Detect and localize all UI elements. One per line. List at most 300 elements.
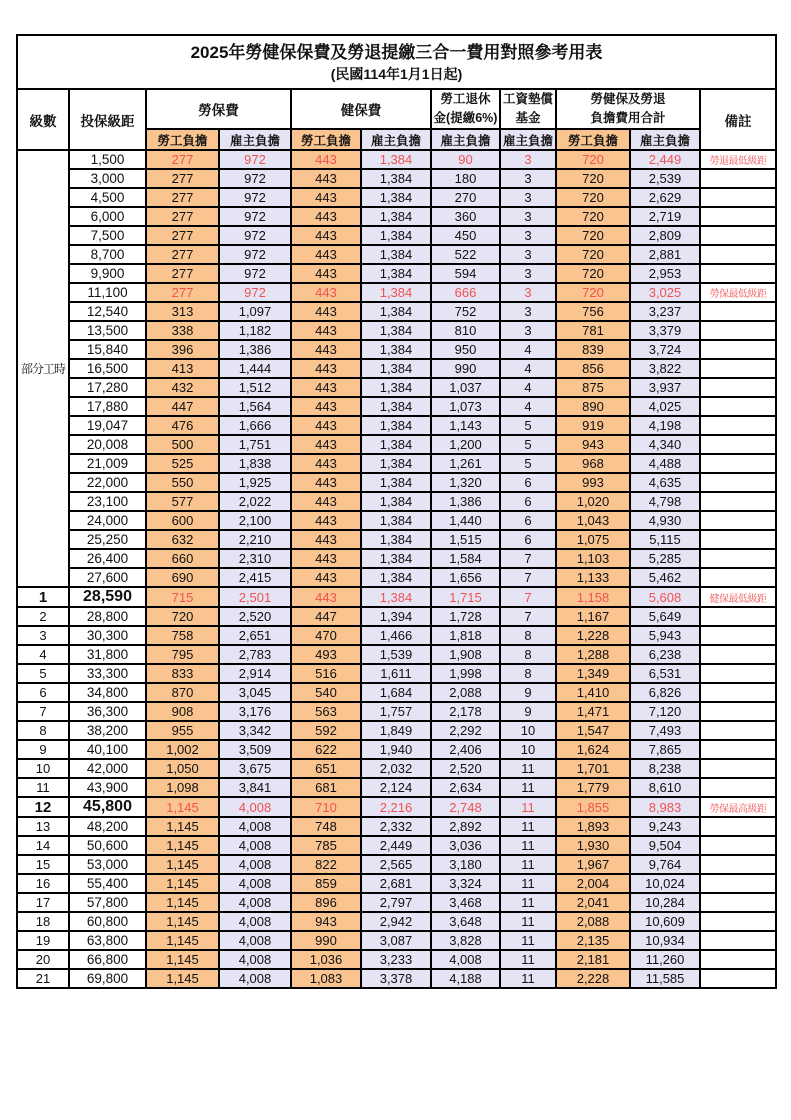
health-employer-cell: 1,384 — [361, 169, 431, 188]
pension-employer-cell: 990 — [431, 359, 500, 378]
labor-worker-cell: 715 — [146, 587, 219, 607]
remark-cell — [700, 664, 776, 683]
table-row — [17, 226, 776, 245]
total-employer-cell: 2,809 — [630, 226, 700, 245]
pension-employer-cell: 1,143 — [431, 416, 500, 435]
labor-employer-cell: 2,022 — [219, 492, 291, 511]
health-employer-cell: 2,797 — [361, 893, 431, 912]
total-employer-cell: 6,238 — [630, 645, 700, 664]
table-row — [17, 817, 776, 836]
pension-employer-cell: 752 — [431, 302, 500, 321]
total-employer-cell: 2,629 — [630, 188, 700, 207]
pension-employer-cell: 2,178 — [431, 702, 500, 721]
total-employer-cell: 9,243 — [630, 817, 700, 836]
table-row — [17, 207, 776, 226]
bracket-cell: 1,500 — [69, 150, 146, 169]
remark-cell — [700, 893, 776, 912]
labor-worker-cell: 955 — [146, 721, 219, 740]
wage-fund-employer-cell: 3 — [500, 302, 556, 321]
labor-employer-cell: 2,783 — [219, 645, 291, 664]
labor-employer-cell: 972 — [219, 283, 291, 302]
health-worker-cell: 443 — [291, 169, 361, 188]
pension-employer-cell: 3,468 — [431, 893, 500, 912]
wage-fund-employer-cell: 6 — [500, 530, 556, 549]
wage-fund-employer-cell: 9 — [500, 702, 556, 721]
table-row — [17, 150, 776, 169]
total-employer-cell: 10,934 — [630, 931, 700, 950]
wage-fund-employer-cell: 3 — [500, 245, 556, 264]
labor-employer-cell: 1,097 — [219, 302, 291, 321]
remark-cell — [700, 416, 776, 435]
total-employer-cell: 3,937 — [630, 378, 700, 397]
table-row — [17, 378, 776, 397]
bracket-cell: 50,600 — [69, 836, 146, 855]
labor-worker-cell: 1,145 — [146, 855, 219, 874]
labor-employer-cell: 972 — [219, 245, 291, 264]
remark-cell — [700, 969, 776, 988]
pension-employer-cell: 2,520 — [431, 759, 500, 778]
table-row — [17, 359, 776, 378]
wage-fund-employer-cell: 3 — [500, 150, 556, 169]
table-row — [17, 912, 776, 931]
bracket-cell: 11,100 — [69, 283, 146, 302]
health-worker-cell: 443 — [291, 454, 361, 473]
health-employer-cell: 1,940 — [361, 740, 431, 759]
health-worker-cell: 443 — [291, 511, 361, 530]
health-employer-cell: 2,216 — [361, 797, 431, 817]
wage-fund-employer-cell: 8 — [500, 626, 556, 645]
total-employer-cell: 3,237 — [630, 302, 700, 321]
remark-cell — [700, 950, 776, 969]
table-row — [17, 283, 776, 302]
labor-employer-cell: 4,008 — [219, 893, 291, 912]
wage-fund-employer-cell: 11 — [500, 759, 556, 778]
wage-fund-employer-cell: 11 — [500, 817, 556, 836]
bracket-cell: 26,400 — [69, 549, 146, 568]
health-worker-cell: 748 — [291, 817, 361, 836]
health-worker-cell: 943 — [291, 912, 361, 931]
total-employer-cell: 3,822 — [630, 359, 700, 378]
labor-worker-cell: 660 — [146, 549, 219, 568]
level-cell: 14 — [17, 836, 69, 855]
health-employer-cell: 1,384 — [361, 321, 431, 340]
total-worker-cell: 1,624 — [556, 740, 630, 759]
labor-worker-cell: 1,098 — [146, 778, 219, 797]
bracket-cell: 27,600 — [69, 568, 146, 587]
bracket-cell: 4,500 — [69, 188, 146, 207]
total-worker-cell: 1,930 — [556, 836, 630, 855]
health-worker-cell: 443 — [291, 397, 361, 416]
health-worker-cell: 710 — [291, 797, 361, 817]
health-worker-cell: 443 — [291, 568, 361, 587]
health-employer-cell: 2,942 — [361, 912, 431, 931]
wage-fund-employer-cell: 11 — [500, 836, 556, 855]
wage-fund-employer-cell: 8 — [500, 645, 556, 664]
bracket-cell: 53,000 — [69, 855, 146, 874]
table-row — [17, 549, 776, 568]
level-cell: 20 — [17, 950, 69, 969]
labor-employer-cell: 1,512 — [219, 378, 291, 397]
remark-cell — [700, 874, 776, 893]
wage-fund-employer-cell: 8 — [500, 664, 556, 683]
remark-cell — [700, 530, 776, 549]
remark-cell — [700, 568, 776, 587]
bracket-cell: 69,800 — [69, 969, 146, 988]
labor-employer-cell: 3,675 — [219, 759, 291, 778]
labor-employer-cell: 4,008 — [219, 912, 291, 931]
level-cell: 10 — [17, 759, 69, 778]
remark-cell — [700, 549, 776, 568]
total-worker-cell: 1,349 — [556, 664, 630, 683]
pension-employer-cell: 810 — [431, 321, 500, 340]
wage-fund-employer-cell: 7 — [500, 549, 556, 568]
labor-employer-cell: 972 — [219, 226, 291, 245]
labor-employer-cell: 2,520 — [219, 607, 291, 626]
level-cell: 18 — [17, 912, 69, 931]
labor-worker-cell: 476 — [146, 416, 219, 435]
wage-fund-employer-cell: 11 — [500, 778, 556, 797]
table-row — [17, 321, 776, 340]
remark-cell — [700, 740, 776, 759]
level-cell: 17 — [17, 893, 69, 912]
labor-worker-cell: 1,145 — [146, 912, 219, 931]
health-worker-cell: 447 — [291, 607, 361, 626]
total-worker-cell: 2,004 — [556, 874, 630, 893]
remark-cell — [700, 397, 776, 416]
total-worker-cell: 968 — [556, 454, 630, 473]
labor-worker-cell: 833 — [146, 664, 219, 683]
wage-fund-employer-cell: 10 — [500, 721, 556, 740]
total-worker-cell: 2,041 — [556, 893, 630, 912]
table-row — [17, 511, 776, 530]
level-cell: 9 — [17, 740, 69, 759]
table-row — [17, 874, 776, 893]
health-employer-cell: 1,384 — [361, 492, 431, 511]
health-worker-cell: 822 — [291, 855, 361, 874]
total-worker-cell: 2,135 — [556, 931, 630, 950]
labor-worker-cell: 500 — [146, 435, 219, 454]
health-employer-cell: 2,124 — [361, 778, 431, 797]
bracket-cell: 19,047 — [69, 416, 146, 435]
remark-cell — [700, 302, 776, 321]
wage-fund-employer-cell: 3 — [500, 188, 556, 207]
remark-cell — [700, 626, 776, 645]
remark-cell — [700, 264, 776, 283]
labor-employer-cell: 4,008 — [219, 931, 291, 950]
wage-fund-employer-cell: 7 — [500, 587, 556, 607]
fee-comparison-table — [16, 34, 777, 989]
remark-cell — [700, 912, 776, 931]
labor-worker-cell: 690 — [146, 568, 219, 587]
labor-worker-cell: 1,002 — [146, 740, 219, 759]
labor-employer-cell: 4,008 — [219, 855, 291, 874]
remark-cell — [700, 607, 776, 626]
total-worker-cell: 1,547 — [556, 721, 630, 740]
labor-employer-cell: 2,501 — [219, 587, 291, 607]
pension-employer-cell: 4,188 — [431, 969, 500, 988]
labor-worker-cell: 1,145 — [146, 797, 219, 817]
total-worker-cell: 2,228 — [556, 969, 630, 988]
level-cell: 15 — [17, 855, 69, 874]
remark-cell — [700, 931, 776, 950]
labor-employer-cell: 4,008 — [219, 836, 291, 855]
total-employer-cell: 5,462 — [630, 568, 700, 587]
labor-worker-cell: 277 — [146, 283, 219, 302]
remark-cell — [700, 778, 776, 797]
health-worker-cell: 443 — [291, 150, 361, 169]
labor-employer-cell: 4,008 — [219, 874, 291, 893]
labor-worker-cell: 600 — [146, 511, 219, 530]
level-cell: 11 — [17, 778, 69, 797]
health-employer-cell: 1,384 — [361, 264, 431, 283]
wage-fund-employer-cell: 11 — [500, 969, 556, 988]
labor-worker-cell: 338 — [146, 321, 219, 340]
labor-employer-cell: 3,841 — [219, 778, 291, 797]
total-worker-cell: 1,288 — [556, 645, 630, 664]
health-worker-cell: 443 — [291, 492, 361, 511]
level-cell: 1 — [17, 587, 69, 607]
labor-employer-cell: 2,651 — [219, 626, 291, 645]
remark-cell — [700, 759, 776, 778]
health-worker-cell: 443 — [291, 359, 361, 378]
labor-employer-cell: 4,008 — [219, 797, 291, 817]
health-employer-cell: 1,384 — [361, 283, 431, 302]
remark-cell: 勞保最低級距 — [700, 283, 776, 302]
total-worker-cell: 720 — [556, 245, 630, 264]
wage-fund-employer-cell: 5 — [500, 416, 556, 435]
health-employer-cell: 1,384 — [361, 226, 431, 245]
pension-employer-cell: 3,036 — [431, 836, 500, 855]
health-employer-cell: 1,384 — [361, 454, 431, 473]
health-worker-cell: 443 — [291, 226, 361, 245]
labor-employer-cell: 2,914 — [219, 664, 291, 683]
level-cell: 21 — [17, 969, 69, 988]
table-row — [17, 950, 776, 969]
table-row — [17, 264, 776, 283]
total-employer-cell: 2,881 — [630, 245, 700, 264]
wage-fund-employer-cell: 5 — [500, 454, 556, 473]
labor-worker-cell: 908 — [146, 702, 219, 721]
labor-worker-cell: 758 — [146, 626, 219, 645]
page-subtitle: (民國114年1月1日起) — [330, 65, 463, 82]
wage-fund-employer-cell: 3 — [500, 169, 556, 188]
bracket-cell: 31,800 — [69, 645, 146, 664]
bracket-cell: 6,000 — [69, 207, 146, 226]
remark-cell: 勞保最高級距 — [700, 797, 776, 817]
col-header-total: 勞健保及勞退 負擔費用合計 — [556, 89, 700, 129]
wage-fund-employer-cell: 3 — [500, 207, 556, 226]
health-employer-cell: 1,384 — [361, 378, 431, 397]
subheader-labor-worker: 勞工負擔 — [146, 129, 219, 150]
labor-employer-cell: 1,666 — [219, 416, 291, 435]
total-employer-cell: 7,865 — [630, 740, 700, 759]
pension-employer-cell: 2,634 — [431, 778, 500, 797]
labor-worker-cell: 277 — [146, 245, 219, 264]
pension-employer-cell: 1,200 — [431, 435, 500, 454]
table-row — [17, 721, 776, 740]
health-employer-cell: 3,087 — [361, 931, 431, 950]
wage-fund-employer-cell: 11 — [500, 893, 556, 912]
pension-employer-cell: 2,088 — [431, 683, 500, 702]
table-row — [17, 530, 776, 549]
total-worker-cell: 1,779 — [556, 778, 630, 797]
labor-employer-cell: 1,925 — [219, 473, 291, 492]
remark-cell — [700, 721, 776, 740]
labor-worker-cell: 1,145 — [146, 836, 219, 855]
bracket-cell: 63,800 — [69, 931, 146, 950]
health-employer-cell: 1,384 — [361, 340, 431, 359]
health-worker-cell: 443 — [291, 378, 361, 397]
total-worker-cell: 875 — [556, 378, 630, 397]
total-employer-cell: 3,025 — [630, 283, 700, 302]
total-worker-cell: 756 — [556, 302, 630, 321]
health-employer-cell: 1,384 — [361, 397, 431, 416]
health-worker-cell: 563 — [291, 702, 361, 721]
labor-worker-cell: 413 — [146, 359, 219, 378]
total-employer-cell: 10,024 — [630, 874, 700, 893]
wage-fund-employer-cell: 9 — [500, 683, 556, 702]
col-header-level: 級數 — [17, 89, 69, 150]
health-worker-cell: 896 — [291, 893, 361, 912]
table-row — [17, 435, 776, 454]
wage-fund-employer-cell: 4 — [500, 397, 556, 416]
table-row — [17, 931, 776, 950]
health-worker-cell: 443 — [291, 283, 361, 302]
health-worker-cell: 592 — [291, 721, 361, 740]
labor-worker-cell: 396 — [146, 340, 219, 359]
remark-cell — [700, 245, 776, 264]
health-worker-cell: 443 — [291, 188, 361, 207]
total-worker-cell: 1,158 — [556, 587, 630, 607]
bracket-cell: 16,500 — [69, 359, 146, 378]
health-worker-cell: 443 — [291, 207, 361, 226]
total-worker-cell: 1,410 — [556, 683, 630, 702]
labor-employer-cell: 972 — [219, 150, 291, 169]
level-cell: 12 — [17, 797, 69, 817]
health-employer-cell: 1,757 — [361, 702, 431, 721]
pension-employer-cell: 1,037 — [431, 378, 500, 397]
bracket-cell: 42,000 — [69, 759, 146, 778]
wage-fund-employer-cell: 7 — [500, 568, 556, 587]
pension-employer-cell: 1,818 — [431, 626, 500, 645]
table-row — [17, 416, 776, 435]
pension-employer-cell: 1,656 — [431, 568, 500, 587]
health-worker-cell: 443 — [291, 587, 361, 607]
remark-cell — [700, 188, 776, 207]
health-worker-cell: 443 — [291, 549, 361, 568]
wage-fund-employer-cell: 6 — [500, 511, 556, 530]
labor-worker-cell: 1,050 — [146, 759, 219, 778]
table-row — [17, 683, 776, 702]
bracket-cell: 30,300 — [69, 626, 146, 645]
total-worker-cell: 1,167 — [556, 607, 630, 626]
remark-cell — [700, 226, 776, 245]
remark-cell — [700, 473, 776, 492]
health-worker-cell: 622 — [291, 740, 361, 759]
remark-cell — [700, 321, 776, 340]
health-employer-cell: 1,384 — [361, 530, 431, 549]
total-worker-cell: 1,967 — [556, 855, 630, 874]
bracket-cell: 8,700 — [69, 245, 146, 264]
remark-cell: 健保最低級距 — [700, 587, 776, 607]
total-worker-cell: 720 — [556, 226, 630, 245]
health-employer-cell: 1,384 — [361, 302, 431, 321]
labor-worker-cell: 525 — [146, 454, 219, 473]
health-employer-cell: 1,384 — [361, 416, 431, 435]
health-employer-cell: 2,565 — [361, 855, 431, 874]
total-employer-cell: 4,798 — [630, 492, 700, 511]
total-worker-cell: 720 — [556, 283, 630, 302]
total-employer-cell: 7,120 — [630, 702, 700, 721]
bracket-cell: 28,590 — [69, 587, 146, 607]
labor-employer-cell: 2,210 — [219, 530, 291, 549]
pension-employer-cell: 950 — [431, 340, 500, 359]
total-employer-cell: 8,610 — [630, 778, 700, 797]
health-employer-cell: 1,384 — [361, 207, 431, 226]
total-worker-cell: 720 — [556, 188, 630, 207]
pension-employer-cell: 522 — [431, 245, 500, 264]
health-worker-cell: 443 — [291, 245, 361, 264]
col-header-remark: 備註 — [700, 89, 776, 150]
labor-employer-cell: 972 — [219, 264, 291, 283]
total-employer-cell: 7,493 — [630, 721, 700, 740]
table-body — [17, 150, 776, 988]
bracket-cell: 48,200 — [69, 817, 146, 836]
labor-worker-cell: 1,145 — [146, 969, 219, 988]
total-employer-cell: 10,284 — [630, 893, 700, 912]
pension-employer-cell: 1,584 — [431, 549, 500, 568]
bracket-cell: 55,400 — [69, 874, 146, 893]
labor-employer-cell: 3,045 — [219, 683, 291, 702]
table-row — [17, 473, 776, 492]
total-worker-cell: 1,701 — [556, 759, 630, 778]
wage-fund-employer-cell: 4 — [500, 378, 556, 397]
wage-fund-employer-cell: 6 — [500, 492, 556, 511]
labor-worker-cell: 447 — [146, 397, 219, 416]
level-cell: 4 — [17, 645, 69, 664]
bracket-cell: 40,100 — [69, 740, 146, 759]
pension-employer-cell: 450 — [431, 226, 500, 245]
health-employer-cell: 1,611 — [361, 664, 431, 683]
remark-cell — [700, 169, 776, 188]
table-row — [17, 607, 776, 626]
table-row — [17, 836, 776, 855]
health-worker-cell: 443 — [291, 473, 361, 492]
subheader-total-worker: 勞工負擔 — [556, 129, 630, 150]
health-employer-cell: 1,684 — [361, 683, 431, 702]
col-header-pension: 勞工退休 金(提繳6%) — [431, 89, 500, 129]
bracket-cell: 34,800 — [69, 683, 146, 702]
level-cell: 2 — [17, 607, 69, 626]
total-employer-cell: 2,953 — [630, 264, 700, 283]
health-worker-cell: 681 — [291, 778, 361, 797]
table-row — [17, 454, 776, 473]
health-worker-cell: 443 — [291, 340, 361, 359]
total-worker-cell: 2,181 — [556, 950, 630, 969]
header-row-groups — [17, 89, 776, 129]
bracket-cell: 17,280 — [69, 378, 146, 397]
wage-fund-employer-cell: 11 — [500, 931, 556, 950]
table-row — [17, 645, 776, 664]
col-header-bracket: 投保級距 — [69, 89, 146, 150]
bracket-cell: 57,800 — [69, 893, 146, 912]
labor-worker-cell: 1,145 — [146, 893, 219, 912]
pension-employer-cell: 3,180 — [431, 855, 500, 874]
table-row — [17, 302, 776, 321]
total-worker-cell: 2,088 — [556, 912, 630, 931]
bracket-cell: 24,000 — [69, 511, 146, 530]
total-employer-cell: 4,488 — [630, 454, 700, 473]
